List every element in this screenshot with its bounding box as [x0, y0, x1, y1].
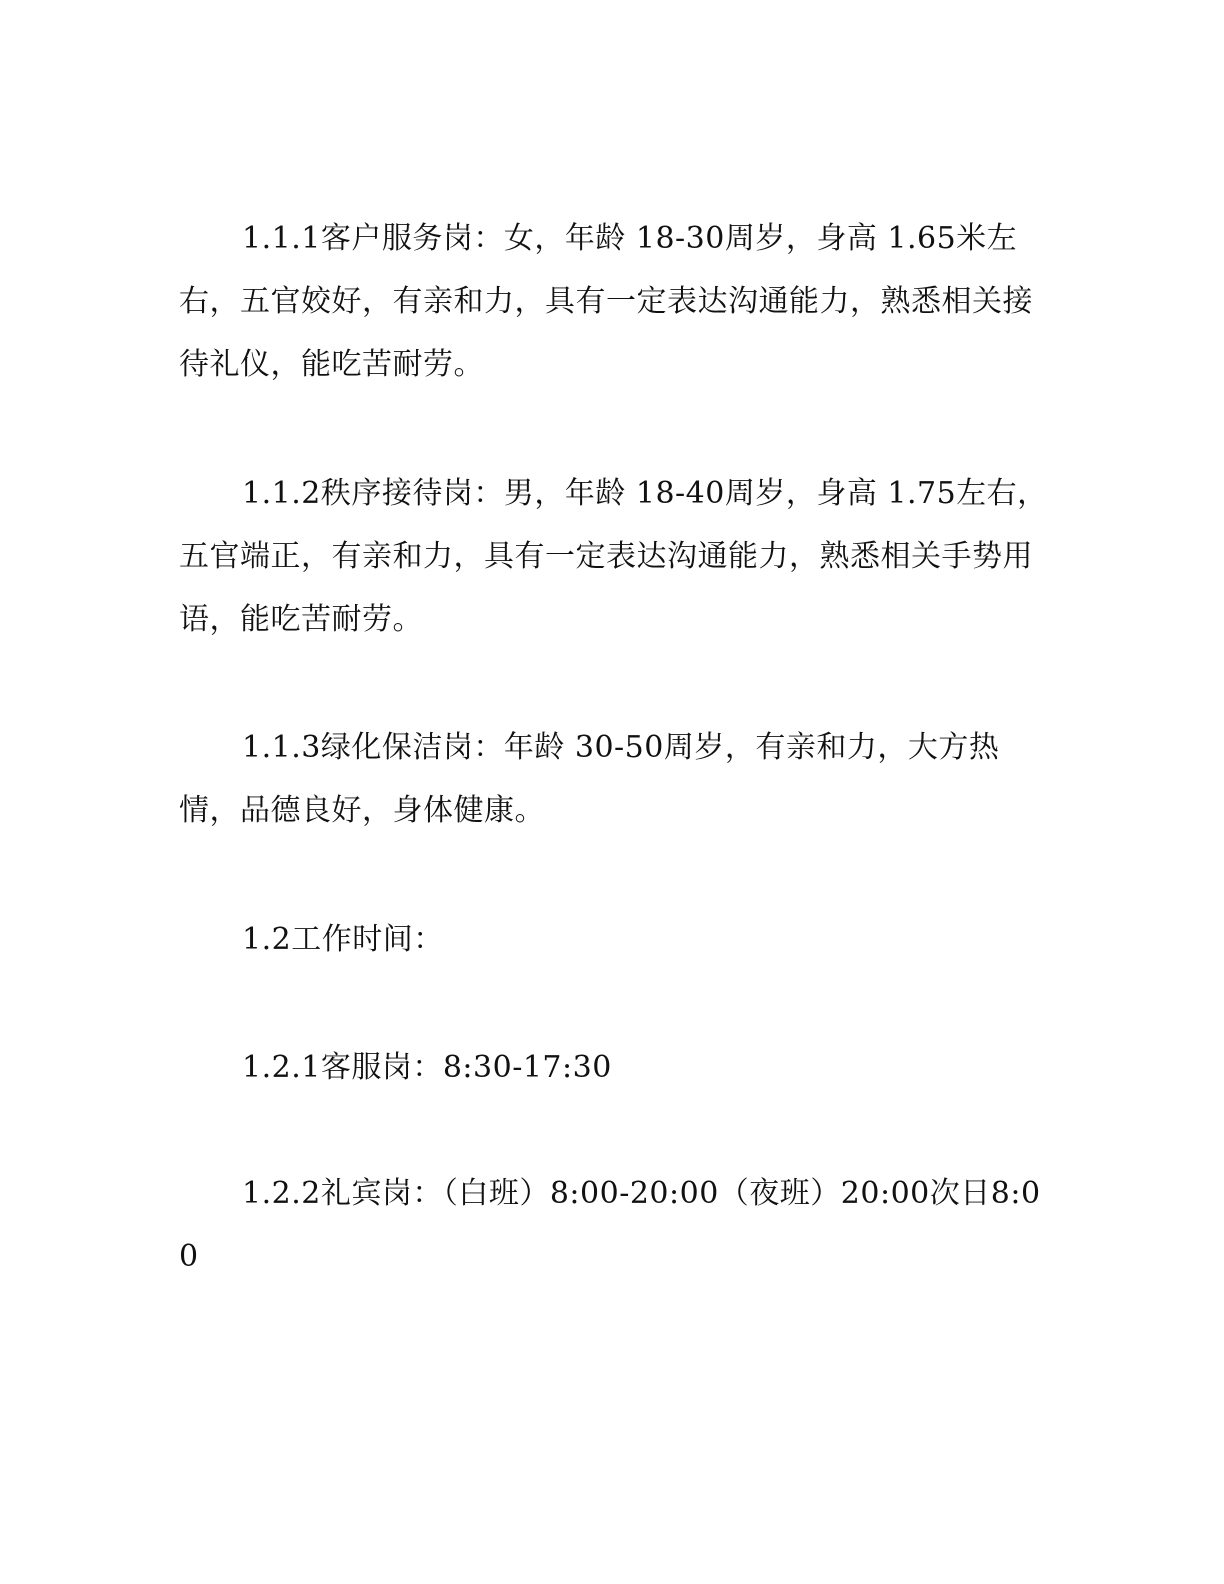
paragraph-customer-service-post: 1.1.1客户服务岗：女，年龄 18-30周岁，身高 1.65米左右，五官姣好，有亲和力，具有一定表达沟通能力，熟悉相关接待礼仪，能吃苦耐劳。: [179, 221, 1033, 382]
heading-working-hours: 1.2工作时间：: [242, 922, 444, 957]
paragraph-concierge-hours: 1.2.2礼宾岗：（白班）8:00-20:00（夜班）20:00次日8:00: [179, 1176, 1041, 1274]
paragraph-order-reception-post: 1.1.2秩序接待岗：男，年龄 18-40周岁，身高 1.75左右，五官端正，有亲和力，具有一定表达沟通能力，熟悉相关手势用语，能吃苦耐劳。: [179, 476, 1048, 637]
paragraph-greening-cleaning-post: 1.1.3绿化保洁岗：年龄 30-50周岁，有亲和力，大方热情，品德良好，身体健康。: [179, 730, 1000, 828]
paragraph-customer-service-hours: 1.2.1客服岗：8:30-17:30: [242, 1050, 612, 1085]
